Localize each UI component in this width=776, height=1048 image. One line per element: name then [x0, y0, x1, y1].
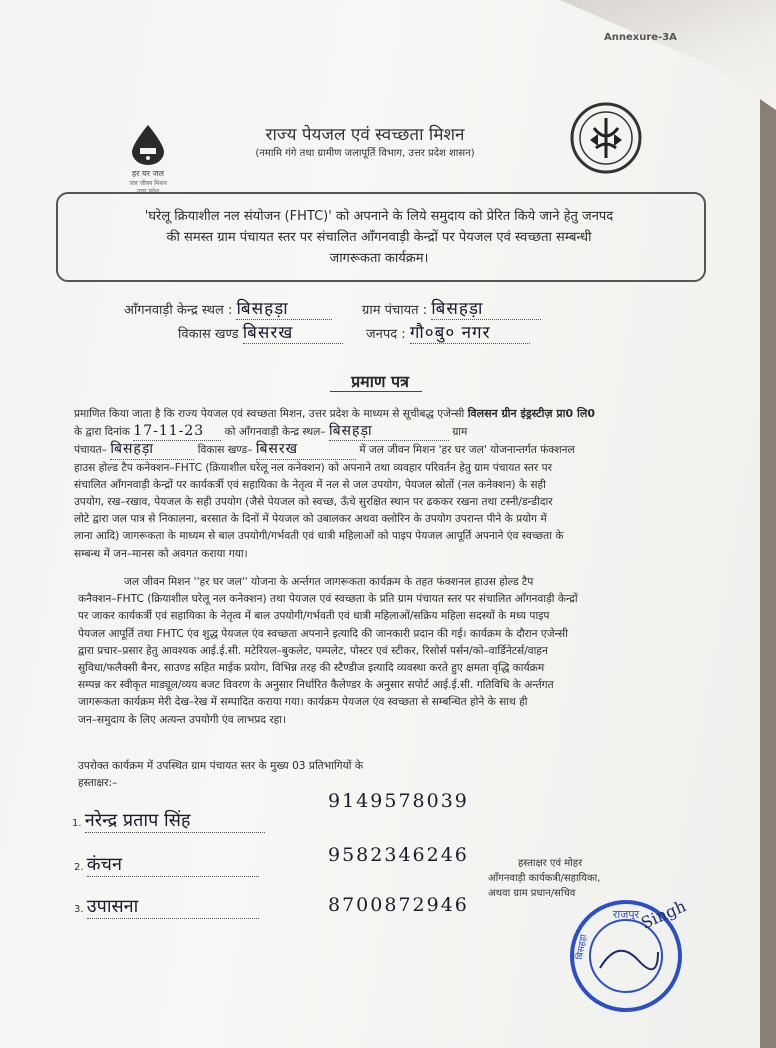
- p1-line-3: पंचायत– बिसहड़ा विकास खण्ड– बिसरख में जल जीवन मिशन 'हर घर जल' योजनान्तर्गत फंक्शनल: [74, 441, 694, 459]
- p2-line-1: जल जीवन मिशन ''हर घर जल'' योजना के अर्न्तगत जागरूकता कार्यक्रम के तहत फंक्शनल हाउस होल्ड टैप: [124, 576, 534, 588]
- participant-signature-1: 1. नरेन्द्र प्रताप सिंह: [72, 808, 265, 833]
- annexure-label: Annexure-3A: [604, 32, 677, 43]
- certificate-paragraph-1: [74, 405, 694, 563]
- p2-line-9: जन–समुदाय के लिए अत्यन्त उपयोगी एंव लाभप्रद रहा।: [78, 713, 287, 726]
- gram-panchayat-value: बिसहड़ा: [431, 296, 541, 320]
- p2-line-4: पेयजल आपूर्ति तथा FHTC एंव शुद्ध पेयजल एंव स्वच्छता अपनाने इत्यादि की जानकारी प्रदान की गई। कार्यक्रम के दौरान एजेन्सी: [78, 627, 568, 640]
- participants-line-2: हस्ताक्षर:–: [78, 777, 118, 790]
- p1-line-2: के द्वारा दिनांक 17-11-23 को आँगनवाड़ी केन्द्र स्थल– बिसहड़ा ग्राम: [74, 423, 694, 441]
- participant-name-2: कंचन: [87, 852, 259, 877]
- p2-line-5: द्वारा प्रचार–प्रसार हेतु आवश्यक आई.ई.सी. मटेरियल–बुकलेट, पम्पलेट, पोस्टर एवं स्टीकर, रिसोर्स पर्सन/को–वार्डिनेटर्स/वाहन: [78, 644, 548, 657]
- program-title: [62, 206, 696, 269]
- p1-line-5: संचालित आँगनवाड़ी केन्द्रों पर कार्यकर्त्री एवं सहायिका के नेतृत्व में नल से जल उपयोग, पेयजल स्रोतों (नल कनेक्शन) के सही: [74, 478, 546, 491]
- stamp-caption-line-3: अथवा ग्राम प्रधान/सचिव: [488, 888, 576, 899]
- certificate-title-underline: [330, 391, 422, 392]
- certificate-title: प्रमाण पत्र: [351, 372, 409, 391]
- signature-stamp-caption: [488, 856, 658, 901]
- seal-side-text: बिसहड़ा: [575, 933, 590, 961]
- agency-name: विलसन ग्रीन इंड्रस्टीज़ प्रा0 लि0: [467, 407, 595, 420]
- anganwadi-value: बिसहड़ा: [236, 296, 332, 320]
- program-line-1: 'घरेलू क्रियाशील नल संयोजन (FHTC)' को अपनाने के लिये समुदाय को प्रेरित किये जाने हेतु जनपद: [144, 209, 614, 224]
- p2-line-7: सम्पन्न कर स्वीकृत माड्यूल/व्यय बजट विवरण के अनुसार निर्धारित कैलेण्डर के अनुसार सपोर्ट आई.ई.सी. गतिविधि के अर्न्तगत: [78, 679, 554, 692]
- logo-line-1: हर घर जल: [132, 169, 164, 178]
- p1-line-1: प्रमाणित किया जाता है कि राज्य पेयजल एवं स्वच्छता मिशन, उत्तर प्रदेश के माध्यम से सूचीबद्ध एजेन्सी विलसन ग्रीन इंड्रस्टीज़ प्रा0 लि0: [74, 407, 595, 420]
- vikas-khand-value: बिसरख: [243, 320, 343, 344]
- anganwadi-label: आँगनवाड़ी केन्द्र स्थल :: [124, 303, 233, 318]
- p2-line-2: कनैक्शन–FHTC (क्रियाशील घरेलू नल कनेक्शन) तथा पेयजल एवं स्वच्छता के प्रति ग्राम पंचायत स्तर पर संचालित आँगनवाड़ी केन्द्रों: [78, 593, 578, 606]
- logo-line-2: जल जीवन मिशन: [129, 180, 167, 187]
- janpad-label: जनपद :: [366, 327, 406, 342]
- participant-name-1: नरेन्द्र प्रताप सिंह: [85, 808, 265, 833]
- participant-phone-2: 9582346246: [328, 844, 469, 866]
- janpad-field: [366, 320, 530, 344]
- logo-line-3: उत्तर प्रदेश: [136, 188, 160, 195]
- centre-value: बिसहड़ा: [329, 423, 449, 441]
- up-government-emblem: [566, 100, 646, 176]
- participant-phone-1: 9149578039: [328, 790, 469, 812]
- p2-line-8: जागरूकता कार्यक्रम मेरी देख–रेख में सम्पादित कराया गया। कार्यक्रम पेयजल एंव स्वच्छता से सम्बन्धित होने के साथ ही: [78, 696, 528, 709]
- header-subtitle: (नमामि गंगे तथा ग्रामीण जलापूर्ति विभाग, उत्तर प्रदेश शासन): [255, 148, 475, 159]
- block-value: बिसरख: [256, 441, 356, 459]
- stamp-caption-line-2: आँगनवाड़ी कार्यकत्री/सहायिका,: [488, 873, 601, 884]
- p1-line-4: हाउस होल्ड टैप कनेक्शन–FHTC (क्रियाशील घरेलू नल कनेक्शन) को अपनाने तथा व्यवहार परिवर्तन हेतु ग्राम पंचायत स्तर पर: [74, 461, 552, 474]
- vikas-khand-label: विकास खण्ड: [178, 327, 239, 342]
- p2-line-6: सुविधा/फलैक्सी बैनर, साउण्ड सहित माईक प्रयोग, विभिन्न तरह की स्टैण्डीज इत्यादि व्यवस्था करते हुए क्षमता वृद्धि कार्यक्रम: [78, 662, 545, 675]
- p1-line-7: लोटे द्वारा जल पात्र से निकालना, बरसात के दिनों में पेयजल को उबालकर अथवा क्लोरिन के उपयोग उपरान्त पीने के प्रयोग में: [74, 513, 547, 526]
- p2-line-3: पर जाकर कार्यकर्त्री एवं सहायिका के नेतृत्व में बाल उपयोगी/गर्भवती एवं धात्री महिलाओं/सक्रिय महिला सदस्यों के मध्य पाइप: [78, 610, 550, 623]
- participants-line-1: उपरोक्त कार्यक्रम में उपस्थित ग्राम पंचायत स्तर के मुख्य 03 प्रतिभागियों के: [78, 760, 364, 772]
- gram-panchayat-label: ग्राम पंचायत :: [362, 303, 428, 318]
- program-line-3: जागरूकता कार्यक्रम।: [329, 251, 429, 266]
- panchayat-value: बिसहड़ा: [110, 441, 194, 459]
- anganwadi-field: [124, 296, 332, 320]
- participants-intro: [78, 758, 598, 792]
- p1-line-6: उपयोग, रख–रखाव, पेयजल के सही उपयोग (जैसे पेयजल को स्वच्छ, ऊँचे सुरक्षित स्थान पर ढककर रखना तथा टस्नी/डन्डीदार: [74, 496, 553, 509]
- header-title: राज्य पेयजल एवं स्वच्छता मिशन: [265, 125, 465, 145]
- participant-signature-2: 2. कंचन: [74, 852, 259, 877]
- program-date: 17-11-23: [133, 423, 221, 441]
- seal-signature: Singh: [638, 896, 689, 933]
- program-line-2: की समस्त ग्राम पंचायत स्तर पर संचालित आँगनवाड़ी केन्द्रों पर पेयजल एवं स्वच्छता सम्बन्धी: [166, 230, 592, 245]
- har-ghar-jal-logo: [108, 122, 188, 195]
- p1-line-8: लाना आदि) जागरूकता के माध्यम से बाल उपयोगी/गर्भवती एवं धात्री महिलाओं को पाइप पेयजल आपूर्ति अपनाने एंव स्वच्छता के: [74, 530, 564, 543]
- certificate-paragraph-2: [78, 574, 698, 729]
- participant-name-3: उपासना: [87, 894, 259, 919]
- vikas-khand-field: [178, 320, 343, 344]
- stamp-caption-line-1: हस्ताक्षर एवं मोहर: [518, 858, 583, 869]
- janpad-value: गौ०बु० नगर: [410, 320, 530, 344]
- p1-line-9: सम्बन्ध में जन–मानस को अवगत कराया गया।: [74, 547, 248, 560]
- participant-phone-3: 8700872946: [328, 894, 469, 916]
- emblem-icon: [566, 100, 646, 176]
- participant-signature-3: 3. उपासना: [74, 894, 259, 919]
- seal-top-text: राजपुर: [612, 908, 640, 921]
- water-drop-icon: [126, 122, 170, 166]
- gram-panchayat-field: [362, 296, 541, 320]
